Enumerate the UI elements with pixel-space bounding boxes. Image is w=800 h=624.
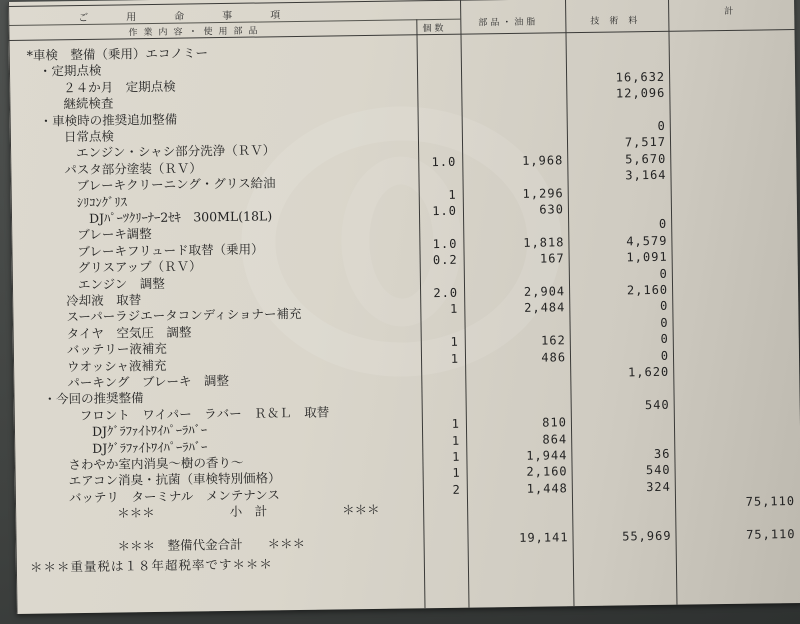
row-parts-price: 1,818 (523, 235, 565, 250)
row-parts-price (464, 38, 562, 39)
row-tech-fee: 55,969 (622, 528, 672, 544)
row-parts-price: 486 (541, 349, 567, 365)
row-item-name: DJｸﾞﾗﾌｧｲﾄﾜｲﾊﾟｰﾗﾊﾞｰ (92, 438, 208, 456)
footer-note: ＊＊＊重量税は１８年超税率です＊＊＊ (29, 556, 273, 575)
header-total: 計 (724, 6, 740, 18)
row-tech-fee: 540 (645, 463, 671, 478)
row-qty (399, 105, 455, 106)
row-total: 75,110 (746, 527, 796, 542)
row-item-name: バッテリ ターミナル メンテナンス (68, 487, 280, 505)
row-total: 75,110 (745, 494, 796, 509)
row-qty (405, 515, 461, 516)
row-parts-price: 1,296 (522, 185, 564, 201)
row-qty: 1 (450, 302, 459, 317)
row-item-name: バッテリー液補充 (66, 341, 167, 358)
row-parts-price: 19,141 (519, 530, 569, 545)
row-tech-fee: 0 (659, 266, 668, 281)
row-parts-price (464, 55, 562, 56)
row-tech-fee (571, 201, 667, 202)
row-parts-price (470, 514, 568, 515)
row-item-name: ２４か月 定期点検 (63, 78, 176, 96)
row-tech-fee (575, 512, 671, 513)
row-item-name: ＊＊＊ 整備代金合計 ＊＊＊ (117, 535, 306, 554)
row-tech-fee: 2,160 (626, 282, 669, 298)
row-qty: 1.0 (432, 203, 458, 219)
row-item-name: *車検 整備（乗用）エコノミー (26, 45, 209, 63)
row-tech-fee (575, 496, 671, 497)
row-tech-fee: 1,091 (626, 250, 668, 265)
row-item-name: グリスアップ（ＲＶ） (77, 258, 202, 276)
row-parts-price: 2,160 (526, 464, 568, 480)
row-qty: 1 (451, 433, 461, 448)
row-parts-price: 1,944 (526, 448, 568, 463)
row-qty: 2.0 (433, 285, 459, 301)
row-tech-fee: 0 (659, 299, 669, 314)
row-parts-price (464, 87, 562, 88)
row-qty (402, 269, 458, 270)
row-qty: 1 (450, 334, 459, 350)
row-qty: 0.2 (432, 252, 458, 268)
row-parts-price (469, 399, 567, 400)
row-qty (403, 384, 459, 385)
row-tech-fee: 7,517 (624, 135, 667, 150)
row-item-name: DJｸﾞﾗﾌｧｲﾄﾜｲﾊﾟｰﾗﾊﾞｰ (91, 422, 208, 440)
row-qty: 1.0 (431, 154, 457, 169)
row-qty (400, 138, 456, 139)
row-qty (401, 220, 457, 221)
header-qty: 個数 (422, 23, 447, 35)
row-tech-fee (574, 414, 670, 415)
row-qty (400, 171, 456, 172)
row-qty (399, 40, 455, 41)
row-qty (405, 532, 461, 533)
row-tech-fee: 0 (658, 217, 668, 232)
row-parts-price: 810 (542, 415, 568, 430)
row-parts-price: 1,448 (526, 481, 568, 496)
row-qty: 1.0 (432, 236, 458, 251)
row-item-name: タイヤ 空気圧 調整 (66, 324, 192, 342)
row-item-name: ブレーキクリーニング・グリス給油 (76, 175, 276, 194)
row-tech-fee: 0 (660, 331, 669, 347)
row-tech-fee: 4,579 (626, 233, 668, 249)
row-parts-price (464, 104, 562, 105)
row-qty: 1 (451, 416, 461, 432)
header-tech: 技術料 (590, 16, 648, 27)
row-parts-price (464, 71, 562, 72)
row-qty (399, 56, 455, 57)
header-col1-top: ご用命事項 (78, 9, 319, 25)
row-qty (399, 89, 455, 90)
row-tech-fee: 12,096 (615, 86, 666, 101)
row-tech-fee: 1,620 (628, 364, 670, 380)
row-qty: 1 (452, 449, 461, 464)
row-parts-price (466, 219, 564, 220)
row-item-name: スーパーラジエータコンディショナー補充 (66, 306, 302, 325)
row-item-name: ・今回の推奨整備 (43, 390, 144, 407)
row-parts-price (465, 137, 563, 138)
row-parts-price: 2,484 (524, 300, 566, 316)
row-item-name: 日常点検 (63, 128, 115, 145)
row-qty: 1 (450, 351, 460, 366)
row-item-name: 継続検査 (63, 95, 114, 112)
row-parts-price: 630 (539, 202, 565, 217)
row-tech-fee (571, 184, 667, 185)
row-item-name: パスタ部分塗装（ＲＶ） (64, 160, 202, 178)
row-item-name: エアコン消臭・抗菌（車検特別価格） (68, 470, 281, 489)
row-item-name: エンジン・シャシ部分洗浄（ＲＶ） (76, 142, 276, 161)
row-item-name: ・定期点検 (38, 63, 102, 79)
row-qty (404, 401, 460, 402)
row-item-name: 冷却液 取替 (66, 292, 142, 309)
row-parts-price (468, 366, 566, 367)
row-tech-fee (569, 53, 665, 54)
row-tech-fee: 324 (646, 479, 671, 494)
row-item-name: エンジン 調整 (77, 275, 165, 292)
row-parts-price: 864 (542, 431, 568, 447)
row-item-name: ブレーキ調整 (77, 226, 152, 243)
row-qty (402, 319, 458, 320)
row-item-name: ｼﾘｺﾝｸﾞﾘｽ (76, 193, 127, 210)
row-item-name: フロント ワイパー ラバー Ｒ＆Ｌ 取替 (79, 404, 330, 423)
row-parts-price (468, 383, 566, 384)
row-parts-price (465, 120, 563, 121)
row-tech-fee (574, 430, 670, 431)
row-qty: 1 (448, 187, 457, 202)
row-parts-price (467, 317, 565, 318)
row-parts-price (465, 169, 563, 170)
row-tech-fee: 540 (644, 397, 670, 412)
row-item-name: ウオッシャ液補充 (66, 357, 167, 374)
row-tech-fee (573, 381, 669, 382)
row-parts-price: 167 (539, 251, 565, 266)
header-col1-bottom: 作業内容・使用部品 (128, 26, 264, 39)
row-qty (403, 368, 459, 369)
header-parts: 部品・油脂 (478, 17, 539, 29)
row-qty: 1 (452, 466, 461, 481)
row-qty (400, 122, 456, 123)
row-tech-fee: 16,632 (615, 69, 666, 85)
row-parts-price: 2,904 (523, 284, 566, 299)
row-tech-fee: 0 (660, 315, 669, 330)
row-tech-fee: 0 (660, 348, 670, 363)
row-tech-fee: 0 (657, 118, 666, 133)
row-item-name: ＊＊＊ 小 計 ＊＊＊ (117, 502, 380, 521)
row-item-name: DJﾊﾟｰﾂｸﾘｰﾅｰ2ｾｷ 300ML(18L) (88, 208, 273, 226)
row-item-name: パーキング ブレーキ 調整 (67, 372, 230, 391)
row-qty: 2 (452, 482, 461, 497)
row-tech-fee (569, 37, 665, 38)
row-qty (399, 73, 455, 74)
row-item-name: さわやか室内消臭～樹の香り～ (68, 454, 244, 473)
row-tech-fee: 36 (653, 446, 671, 462)
row-item-name: ・車検時の推奨追加整備 (39, 111, 178, 129)
row-parts-price: 162 (540, 333, 566, 348)
row-parts-price: 1,968 (522, 153, 564, 168)
estimate-sheet (8, 0, 800, 614)
row-parts-price (467, 268, 565, 269)
row-parts-price (470, 497, 568, 498)
row-tech-fee (569, 102, 665, 103)
row-tech-fee: 5,670 (625, 151, 667, 167)
row-tech-fee: 3,164 (625, 168, 667, 183)
row-item-name: ブレーキフリュード取替（乗用） (77, 241, 264, 259)
row-qty (405, 499, 461, 500)
